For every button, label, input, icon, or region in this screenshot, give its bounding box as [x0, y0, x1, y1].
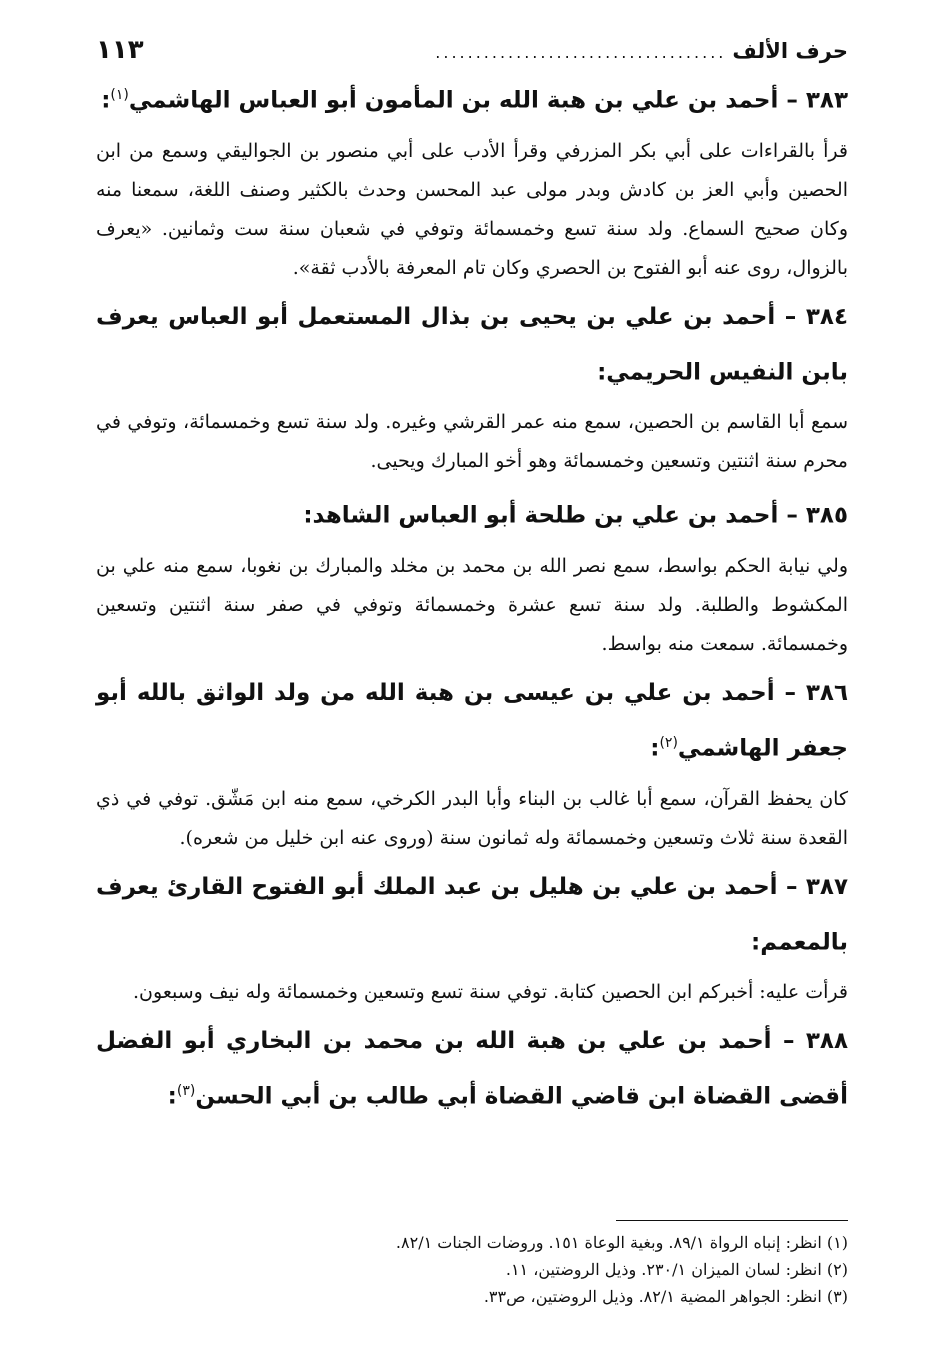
entry-heading: ٣٨٧ – أحمد بن علي بن هليل بن عبد الملك أبو الفتوح القارئ يعرف بالمعمم: — [96, 873, 848, 956]
section-title: حرف الألف — [732, 39, 848, 63]
footnote-divider — [616, 1220, 848, 1221]
entry-body: قرأ بالقراءات على أبي بكر المزرفي وقرأ الأدب على أبي منصور بن الجواليقي وسمع من ابن الحصين وأبي العز بن كادش وبدر مولى عبد المحسن وحدث بالكثير وصنف اللغة، سمعنا منه وكان صحيح السماع. ولد سنة تسع وخمسمائة وتوفي في شعبان سنة ست وثمانين. «يعرف بالزوال، روى عنه أبو الفتوح بن الحصري وكان تام المعرفة بالأدب ثقة». — [96, 139, 848, 279]
footnote-ref[interactable]: (٣) — [176, 1083, 196, 1100]
biography-entry-387 — [96, 862, 848, 1013]
entry-heading: ٣٨٤ – أحمد بن علي بن يحيى بن بذال المستعمل أبو العباس يعرف بابن النفيس الحريمي: — [96, 303, 848, 386]
footnotes — [96, 1220, 848, 1310]
footnote-ref[interactable]: (١) — [110, 87, 129, 103]
biography-entry-385 — [96, 485, 848, 664]
footnote-1: (١) انظر: إنباه الرواة ٨٩/١. وبغية الوعاة ١٥١. وروضات الجنات ٨٢/١. — [395, 1233, 848, 1252]
entry-heading: ٣٨٨ – أحمد بن علي بن هبة الله بن محمد بن البخاري أبو الفضل أقضى القضاة ابن قاضي القضاة أبي طالب بن أبي الحسن$^{(٣)}$: — [96, 1028, 848, 1110]
entry-body: سمع أبا القاسم بن الحصين، سمع منه عمر القرشي وغيره. ولد سنة تسع وخمسمائة، وتوفي في محرم سنة اثنتين وتسعين وخمسمائة وهو أخو المبارك ويحيى. — [96, 411, 848, 473]
page-number: ١١٣ — [96, 35, 144, 65]
footnote-3: (٣) انظر: الجواهر المضية ٨٢/١. وذيل الروضتين، ص٣٣. — [483, 1287, 848, 1306]
biography-entry-383 — [96, 70, 848, 288]
book-page — [96, 30, 848, 1122]
biography-entry-386 — [96, 668, 848, 858]
running-head — [96, 30, 848, 70]
footnote-2: (٢) انظر: لسان الميزان ٢٣٠/١. وذيل الروضتين، ١١. — [505, 1260, 848, 1279]
entry-heading: ٣٨٦ – أحمد بن علي بن عيسى بن هبة الله من ولد الواثق بالله أبو جعفر الهاشمي$^{(٢)}$: — [96, 679, 848, 762]
entry-body: قرأت عليه: أخبركم ابن الحصين كتابة. توفي سنة تسع وتسعين وخمسمائة وله نيف وسبعون. — [133, 981, 848, 1004]
biography-entry-388 — [96, 1016, 848, 1122]
entry-heading: ٣٨٥ – أحمد بن علي بن طلحة أبو العباس الشاهد: — [303, 502, 848, 529]
entry-heading: ٣٨٣ – أحمد بن علي بن هبة الله بن المأمون أبو العباس الهاشمي$^{(١)}$: — [101, 87, 848, 114]
leader-dots: .................................... — [435, 43, 727, 62]
entry-body: كان يحفظ القرآن، سمع أبا غالب بن البناء وأبا البدر الكرخي، سمع منه ابن مَشّق. توفي في ذي القعدة سنة ثلاث وتسعين وخمسمائة وله ثمانون سنة (وروى عنه ابن خليل من شعره). — [96, 787, 848, 849]
biography-entry-384 — [96, 292, 848, 482]
footnote-ref[interactable]: (٢) — [659, 734, 678, 751]
entry-body: ولي نيابة الحكم بواسط، سمع نصر الله بن محمد بن مخلد والمبارك بن نغوبا، سمع منه علي بن المكشوط والطلبة. ولد سنة تسع عشرة وخمسمائة وتوفي في صفر سنة اثنتين وتسعين وخمسمائة. سمعت منه بواسط. — [96, 554, 848, 655]
